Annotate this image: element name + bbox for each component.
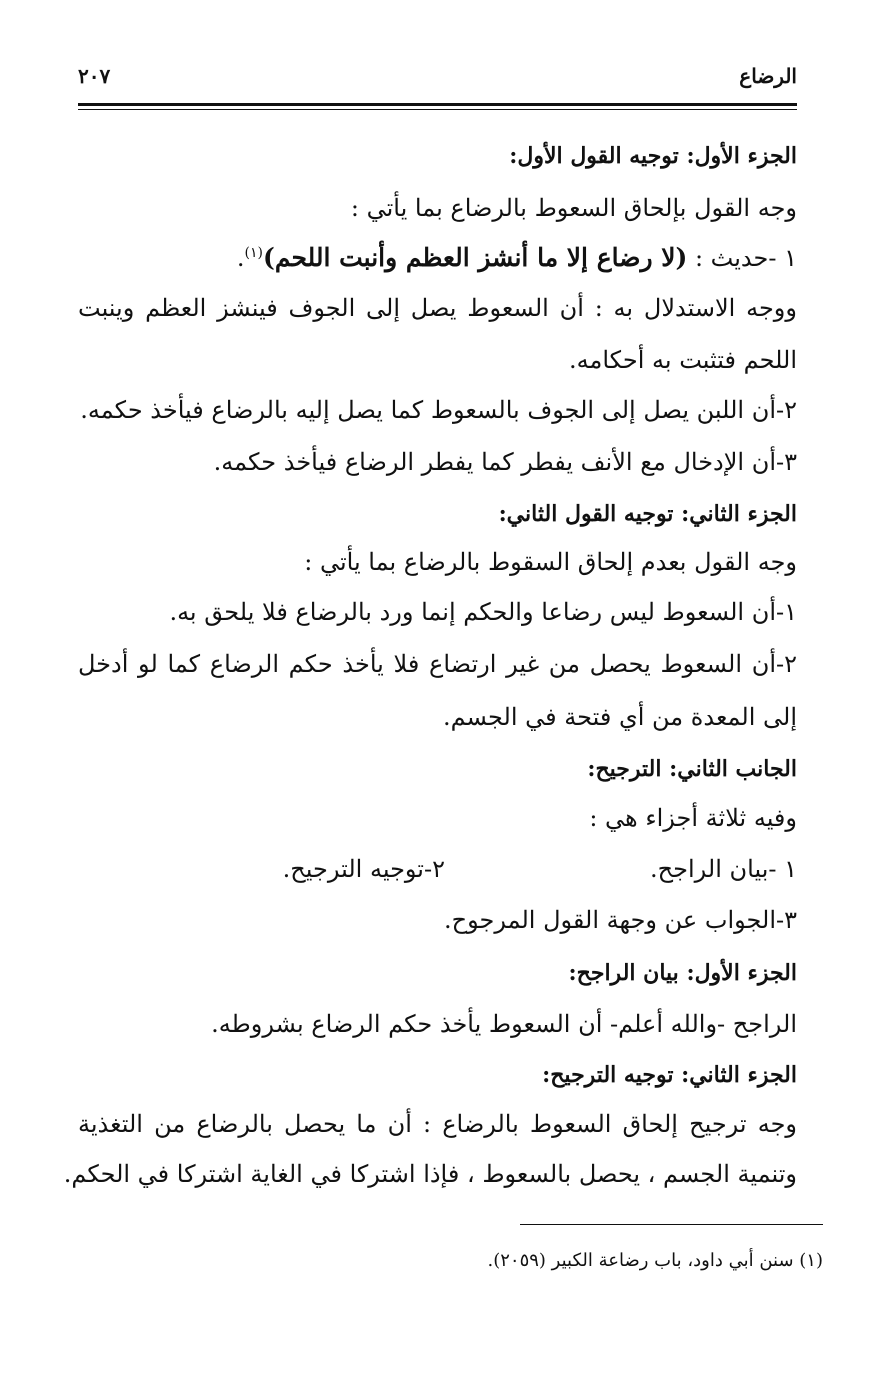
paragraph-justification-line-2: وتنمية الجسم ، يحصل بالسعوط ، فإذا اشتركا في الغاية اشتركا في الحكم.: [63, 1160, 797, 1188]
section-heading-preferred-view: الجزء الأول: بيان الراجح:: [568, 960, 797, 986]
section-heading-justification: الجزء الثاني: توجيه الترجيح:: [542, 1062, 797, 1088]
list-item-number: ١ -حديث :: [694, 244, 797, 272]
list-item-milk: ٢-أن اللبن يصل إلى الجوف بالسعوط كما يصل إليه بالرضاع فيأخذ حكمه.: [80, 396, 797, 424]
page-number: ٢٠٧: [78, 64, 111, 88]
footnote-separator: [520, 1224, 823, 1225]
paragraph-preferred-view: الراجح -والله أعلم- أن السعوط يأخذ حكم الرضاع بشروطه.: [211, 1010, 797, 1038]
paragraph-intro-preference: وفيه ثلاثة أجزاء هي :: [589, 804, 797, 832]
list-item-part-2: ٢-توجيه الترجيح.: [282, 855, 445, 883]
header-rule-thick: [78, 103, 797, 106]
list-item-hadith: [237, 245, 797, 270]
list-item-part-3: ٣-الجواب عن وجهة القول المرجوح.: [443, 906, 797, 934]
section-heading-second-view: الجزء الثاني: توجيه القول الثاني:: [498, 501, 797, 527]
section-heading-preference: الجانب الثاني: الترجيح:: [587, 756, 797, 782]
paragraph-justification-line-1: وجه ترجيح إلحاق السعوط بالرضاع : أن ما يحصل بالرضاع من التغذية: [78, 1110, 797, 1138]
paragraph-intro-first-view: وجه القول بإلحاق السعوط بالرضاع بما يأتي :: [350, 194, 797, 222]
footnote: (١) سنن أبي داود، باب رضاعة الكبير (٢٠٥٩).: [487, 1250, 823, 1271]
list-item-nose: ٣-أن الإدخال مع الأنف يفطر كما يفطر الرضاع فيأخذ حكمه.: [213, 448, 797, 476]
list-item-not-suckling: ١-أن السعوط ليس رضاعا والحكم إنما ورد بالرضاع فلا يلحق به.: [169, 598, 797, 626]
list-item-part-1: ١ -بيان الراجح.: [650, 855, 797, 883]
list-item-no-suckling-line-1: ٢-أن السعوط يحصل من غير ارتضاع فلا يأخذ حكم الرضاع كما لو أدخل: [78, 650, 797, 678]
footnote-marker: (١): [244, 245, 263, 261]
paragraph-evidence-line-2: اللحم فتثبت به أحكامه.: [568, 346, 797, 374]
section-heading-first-view: الجزء الأول: توجيه القول الأول:: [509, 143, 797, 169]
list-item-no-suckling-line-2: إلى المعدة من أي فتحة في الجسم.: [443, 703, 797, 731]
chapter-title: الرضاع: [739, 64, 797, 88]
header-rule-thin: [78, 109, 797, 110]
paragraph-evidence-line-1: ووجه الاستدلال به : أن السعوط يصل إلى الجوف فينشز العظم وينبت: [78, 294, 797, 322]
paragraph-intro-second-view: وجه القول بعدم إلحاق السقوط بالرضاع بما يأتي :: [304, 548, 797, 576]
running-header: [78, 64, 797, 100]
sentence-end: .: [236, 244, 245, 272]
hadith-quote: (لا رضاع إلا ما أنشز العظم وأنبت اللحم): [262, 243, 688, 272]
